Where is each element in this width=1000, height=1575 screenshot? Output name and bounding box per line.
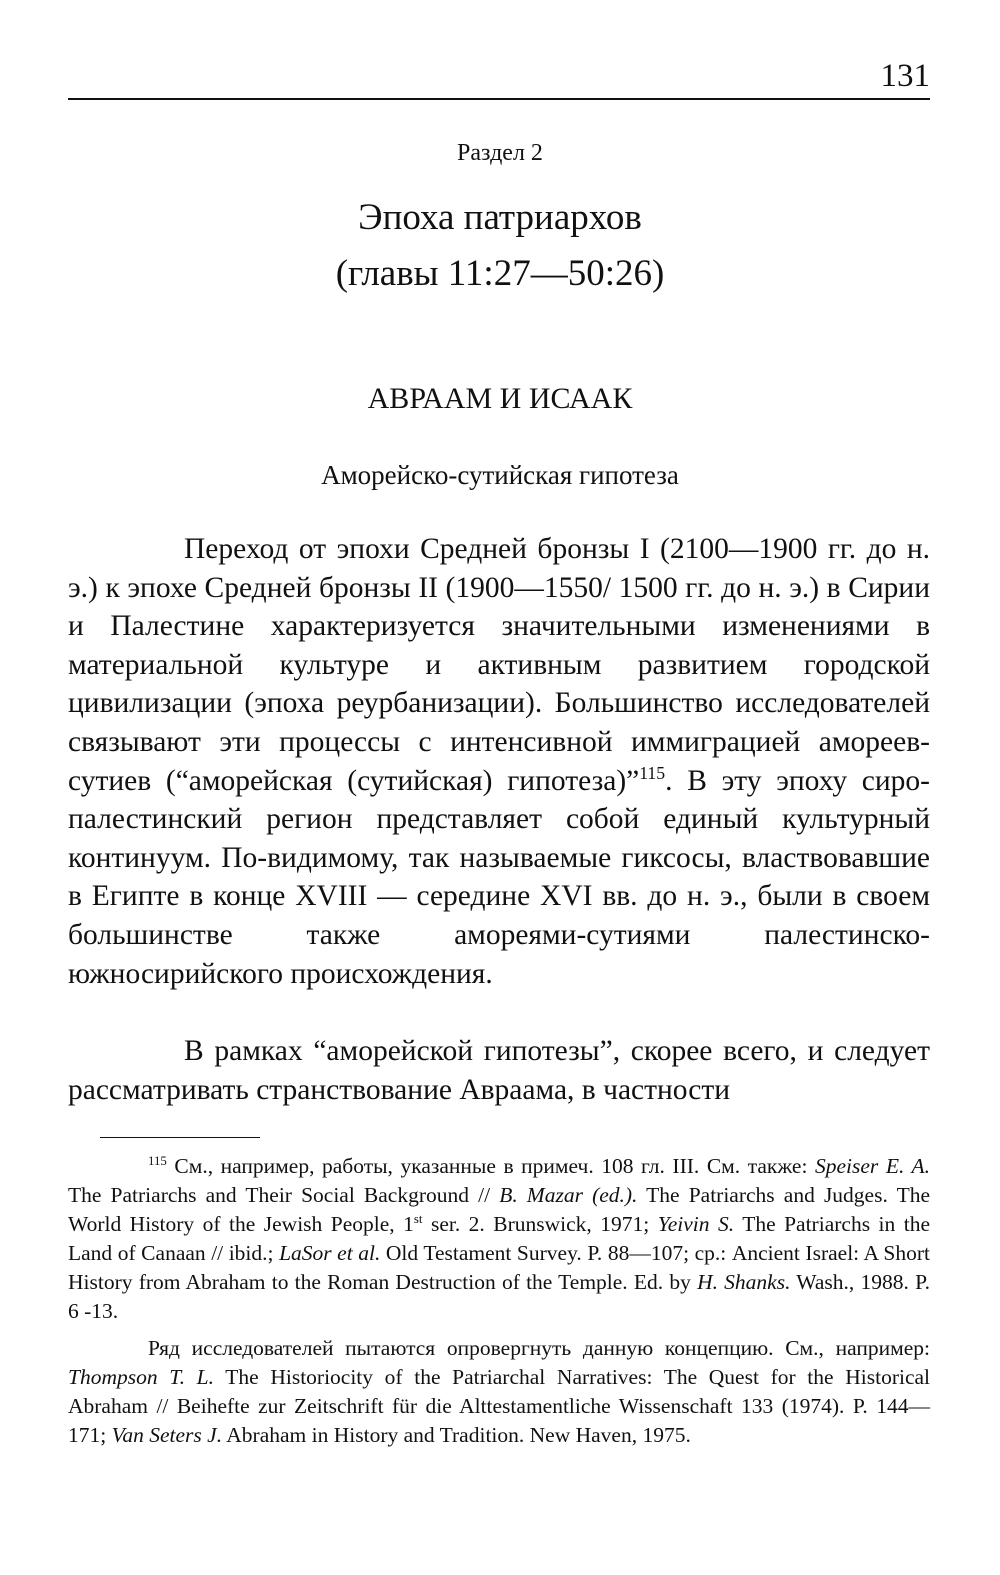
paragraph-2: В рамках “аморейской гипотезы”, скорее всего, и следует рассматривать странствование Авраама, в частности: [68, 1035, 930, 1106]
body-paragraph-1: [68, 530, 930, 993]
body-paragraph-2: [68, 1032, 930, 1109]
footnote-text: The Historiocity of the Patriarchal Narratives: The Quest for the Historical Abraham // Beihefte zur Zeitschrift für die Alttestamentliche Wissenschaft 133 (1974). P. 144—171;: [68, 1365, 931, 1447]
paragraph-1-text-a: Переход от эпохи Средней бронзы I (2100—1900 гг. до н. э.) к эпохе Средней бронзы II (1900—1550/ 1500 гг. до н. э.) в Сирии и Палестине характеризуется значительными изменениями в материальной культуре и активным развитием городской цивилизации (эпоха реурбанизации). Большинство исследователей связывают эти процессы с интенсивной иммиграцией амореев-сутиев (“аморейская (сутийская) гипотеза)”: [68, 533, 930, 797]
header-rule: [68, 98, 930, 100]
footnote-author: B. Mazar (ed.).: [499, 1183, 638, 1207]
footnote-superscript: st: [413, 1211, 423, 1226]
footnote-author: Speiser E. A.: [814, 1154, 930, 1178]
footnote-rule: [100, 1137, 260, 1138]
footnote-text: ser. 2. Brunswick, 1971;: [422, 1212, 658, 1236]
section-title-line1: Эпоха патриархов: [358, 197, 642, 238]
footnotes: [68, 1152, 930, 1458]
footnote-author: Yeivin S.: [657, 1212, 735, 1236]
footnote-continuation: [68, 1334, 930, 1450]
footnote-author: LaSor et al.: [279, 1241, 381, 1265]
footnote-text: The Patriarchs in the Land of Canaan // ibid.;: [68, 1212, 930, 1265]
footnote-number: 115: [148, 1153, 167, 1168]
chapter-heading: АВРААМ И ИСААК: [367, 382, 633, 415]
footnote-115: [68, 1152, 930, 1326]
footnote-text: The Patriarchs and Their Social Background //: [68, 1183, 500, 1207]
page-number: 131: [880, 58, 930, 94]
section-label: Раздел 2: [457, 140, 543, 166]
footnote-text: Wash., 1988. P. 6 -13.: [68, 1270, 931, 1323]
footnote-author: Van Seters J.: [111, 1423, 223, 1447]
section-title-line2: (главы 11:27—50:26): [335, 253, 665, 294]
footnote-author: H. Shanks.: [697, 1270, 791, 1294]
footnote-text: Abraham in History and Tradition. New Haven, 1975.: [222, 1423, 691, 1447]
paragraph-1-text-b: . В эту эпоху сиро-палестинский регион представляет собой единый культурный континуум. По-видимому, так называемые гиксосы, властвовавшие в Египте в конце XVIII — середине XVI вв. до н. э., были в своем большинстве также амореями-сутиями палестинско-южносирийского происхождения.: [68, 764, 930, 990]
footnote-text: Old Testament Survey. P. 88—107; ср.: Ancient Israel: A Short History from Abraham to the Roman Destruction of the Temple. Ed. by: [68, 1241, 930, 1294]
footnote-ref-115[interactable]: 115: [639, 762, 666, 783]
footnote-text: См., например, работы, указанные в примеч. 108 гл. III. См. также:: [174, 1154, 815, 1178]
subheading: Аморейско-сутийская гипотеза: [321, 460, 679, 490]
footnote-text: The Patriarchs and Judges. The World History of the Jewish People, 1: [68, 1183, 930, 1236]
footnote-author: Thompson T. L.: [68, 1365, 214, 1389]
paragraph-1: [68, 530, 930, 993]
section-title: [0, 190, 1000, 302]
footnote-text: Ряд исследователей пытаются опровергнуть данную концепцию. См., например:: [148, 1336, 930, 1360]
